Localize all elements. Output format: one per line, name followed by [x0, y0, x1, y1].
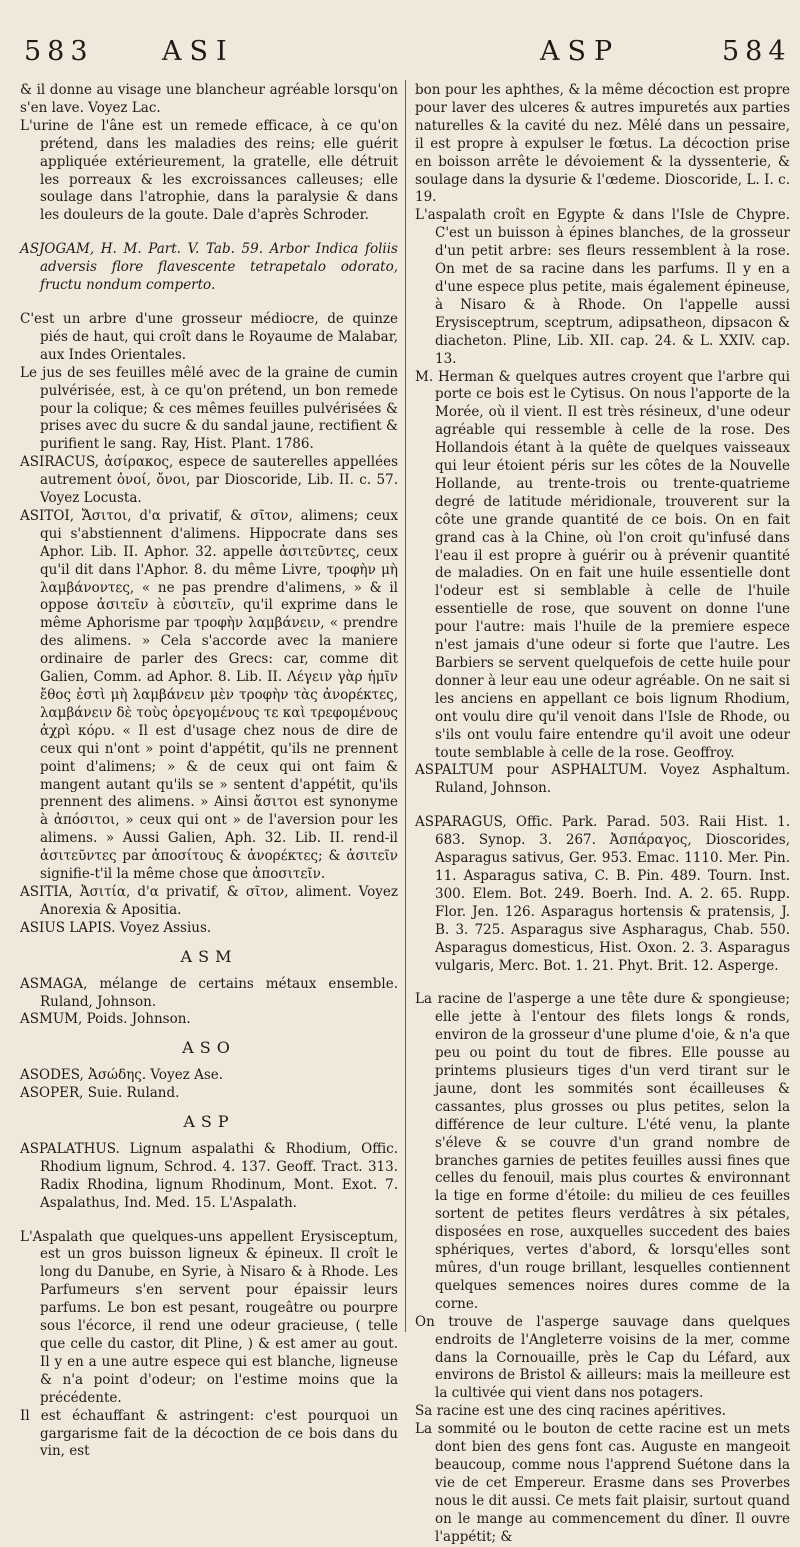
column-divider: [405, 80, 406, 1332]
paragraph: La racine de l'asperge a une tête dure & spongieuse; elle jette à l'entour des filets longs & ronds, environ de la grosseur d'une plume d'oie, & n'a que peu ou point du tout de fibres. Elle pousse au printems plusieurs tiges d'un verd tirant sur le jaune, dont les sommités sont écailleuses & cassantes, plus grosses ou plus petites, selon la différence de leur culture. L'été venu, la plante s'éleve & se couvre d'un grand nombre de branches garnies de petites feuilles aussi fines que celles du fenouil, mais plus courtes & environnant la tige en forme d'étoile: du milieu de ces feuilles sortent de petites fleurs verdâtres à six pétales, disposées en rose, auxquelles succedent des baies sphériques, vertes d'abord, & lorsqu'elles sont mûres, d'un rouge brillant, lesquelles contiennent quelques semences noires dures comme de la corne.: [415, 991, 790, 1312]
section-heading-asp: ASP: [183, 1112, 235, 1132]
continued-text: bon pour les aphthes, & la même décoction est propre pour laver des ulceres & autres impuretés aux parties naturelles & la cavité du nez. Mêlé dans un pessaire, il est propre à expulser le fœtus. La décoction prise en boisson arrête le dévoiement & la dyssenterie, & soulage dans la dysurie & l'œdeme. Dioscoride, L. I. c. 19.: [415, 82, 790, 206]
paragraph: L'Aspalath que quelques-uns appellent Erysisceptum, est un gros buisson ligneux & épineux. Il croît le long du Danube, en Syrie, à Nisaro & à Rhode. Les Parfumeurs s'en servent pour épaissir leurs parfums. Le bon est pesant, rougeâtre ou pourpre sous l'écorce, il rend une odeur gracieuse, ( telle que celle du castor, dit Pline, ) & est amer au gout. Il y en a une autre espece qui est blanche, ligneuse & n'a point d'odeur; on l'estime moins que la précédente.: [20, 1228, 398, 1406]
entry-asjogam: ASJOGAM, H. M. Part. V. Tab. 59. Arbor Indica foliis adversis flore flavescente tetrapetalo odorato, fructu nondum comperto.: [20, 241, 398, 294]
entry-asitia: ASITIA, Ἀσιτία, d'α privatif, & σῖτον, aliment. Voyez Anorexia & Apositia.: [20, 883, 398, 918]
entry-asitoi: ASITOI, Ἄσιτοι, d'α privatif, & σῖτον, alimens; ceux qui s'abstiennent d'alimens. Hippocrate dans ses Aphor. Lib. II. Aphor. 32. appelle ἀσιτεῦντες, ceux qu'il dit dans l'Aphor. 8. du même Livre, τροφὴν μὴ λαμβάνοντες, « ne pas prendre d'alimens, » & il oppose ἀσιτεῖν à εὐσιτεῖν, qu'il exprime dans le même Aphorisme par τροφὴν λαμβάνειν, « prendre des alimens. » Cela s'accorde avec la maniere ordinaire de parler des Grecs: car, comme dit Galien, Comm. ad Aphor. 8. Lib. II. Λέγειν γὰρ ἡμῖν ἔθος ἐστὶ μὴ λαμβάνειν μὲν τροφὴν τὰς ἀνορέκτες, λαμβάνειν δὲ τοὺς ὀρεγομένους τε καὶ τρεφομένους ἀχρὶ κόρυ. « Il est d'usage chez nous de dire de ceux qui n'ont » point d'appétit, qu'ils ne prennent point d'alimens; » & de ceux qui ont faim & mangent autant qu'ils se » sentent d'appétit, qu'ils prennent des alimens. » Ainsi ἄσιτοι est synonyme à ἀπόσιτοι, » ceux qui ont » de l'aversion pour les alimens. » Aussi Galien, Aph. 32. Lib. II. rend-il ἀσιτεῦντες par ἀποσίτους & ἀνορέκτες; & ἀσιτεῖν signifie-t'il la même chose que ἀποσιτεῖν.: [20, 507, 398, 883]
paragraph: M. Herman & quelques autres croyent que l'arbre qui porte ce bois est le Cytisus. On nous l'apporte de la Morée, où il vient. Il est très résineux, d'une odeur agréable qui ressemble à celle de la rose. Des Hollandois étant à la quête de quelques vaisseaux qui leur étoient péris sur les côtes de la Nouvelle Hollande, au trente-trois ou trente-quatrieme degré de latitude méridionale, trouverent sur la côte une grande quantité de ce bois. On en fait grand cas à la Chine, où l'on croit qu'infusé dans l'eau il est propre à guérir ou à prévenir quantité de maladies. On en fait une huile essentielle dont l'odeur est si semblable à celle de l'huile essentielle de rose, que souvent on donne l'une pour l'autre: mais l'huile de la premiere espece n'est jamais d'une odeur si forte que l'autre. Les Barbiers se servent quelquefois de cette huile pour donner à leur eau une odeur agréable. On ne sait si les anciens en appellant ce bois lignum Rhodium, ont voulu dire qu'il venoit dans l'Isle de Rhode, ou s'ils ont voulu faire entendre qu'il avoit une odeur toute semblable à celle de la rose. Geoffroy.: [415, 368, 790, 761]
entry-asius-lapis: ASIUS LAPIS. Voyez Assius.: [20, 919, 212, 936]
paragraph: Le jus de ses feuilles mêlé avec de la graine de cumin pulvérisée, est, à ce qu'on prétend, un bon remede pour la colique; & ces mêmes feuilles pulvérisées & prises avec du sucre & du sandal jaune, rectifient & purifient le sang. Ray, Hist. Plant. 1786.: [20, 364, 398, 453]
entry-aspaltum: ASPALTUM pour ASPHALTUM. Voyez Asphaltum. Ruland, Johnson.: [415, 762, 790, 797]
paragraph: On trouve de l'asperge sauvage dans quelques endroits de l'Angleterre voisins de la mer, comme dans la Cornouaille, près le Cap du Léfard, aux environs de Bristol & ailleurs: mais la meilleure est la cultivée qui vient dans nos potagers.: [415, 1313, 790, 1402]
section-heading-aso: ASO: [182, 1038, 236, 1058]
left-column: [20, 82, 398, 1461]
entry-asoper: ASOPER, Suie. Ruland.: [20, 1085, 180, 1102]
paragraph: Il est échauffant & astringent: c'est pourquoi un gargarisme fait de la décoction de ce bois dans du vin, est: [20, 1407, 398, 1460]
entry-asmaga: ASMAGA, mélange de certains métaux ensemble. Ruland, Johnson.: [20, 975, 398, 1010]
entry-asodes: ASODES, Ἀσώδης. Voyez Ase.: [20, 1067, 224, 1084]
paragraph: La sommité ou le bouton de cette racine est un mets dont bien des gens font cas. Auguste en mangeoit beaucoup, comme nous l'apprend Suétone dans la vie de cet Empereur. Erasme dans ses Proverbes nous le dit aussi. Ce mets fait plaisir, surtout quand on le mange au commencement du dîner. Il ouvre l'appétit; &: [415, 1421, 790, 1545]
entry-asiracus: ASIRACUS, ἀσίρακος, espece de sauterelles appellées autrement ὀνοί, ὄνοι, par Dioscoride, Lib. II. c. 57. Voyez Locusta.: [20, 454, 398, 507]
page-number-right: 584: [722, 36, 792, 67]
running-head-left: ASI: [162, 36, 235, 67]
paragraph: C'est un arbre d'une grosseur médiocre, de quinze piés de haut, qui croît dans le Royaume de Malabar, aux Indes Orientales.: [20, 310, 398, 363]
entry-asparagus: ASPARAGUS, Offic. Park. Parad. 503. Raii Hist. 1. 683. Synop. 3. 267. Ἀσπάραγος, Dioscorides, Asparagus sativus, Ger. 953. Emac. 1110. Mer. Pin. 11. Asparagus sativa, C. B. Pin. 489. Tourn. Inst. 300. Elem. Bot. 249. Boerh. Ind. A. 2. 65. Rupp. Flor. Jen. 126. Asparagus hortensis & pratensis, J. B. 3. 725. Asparagus sive Aspharagus, Chab. 550. Asparagus domesticus, Hist. Oxon. 2. 3. Asparagus vulgaris, Merc. Bot. 1. 21. Phyt. Brit. 12. Asperge.: [415, 814, 790, 974]
entry-aspalathus: ASPALATHUS. Lignum aspalathi & Rhodium, Offic. Rhodium lignum, Schrod. 4. 137. Geoff. Tract. 313. Radix Rhodina, lignum Rhodinum, Mont. Exot. 7. Aspalathus, Ind. Med. 15. L'Aspalath.: [20, 1140, 398, 1211]
continued-text: & il donne au visage une blancheur agréable lorsqu'on s'en lave. Voyez Lac.: [20, 82, 398, 116]
entry-asmum: ASMUM, Poids. Johnson.: [20, 1011, 191, 1028]
right-column: [415, 82, 790, 1547]
paragraph: L'urine de l'âne est un remede efficace, à ce qu'on prétend, dans les maladies des reins; elle guérit appliquée extérieurement, la gratelle, elle détruit les porreaux & les excroissances calleuses; elle soulage dans l'atrophie, dans la paralysie & dans les douleurs de la goute. Dale d'après Schroder.: [20, 117, 398, 224]
page-number-left: 583: [24, 36, 94, 67]
paragraph: L'aspalath croît en Egypte & dans l'Isle de Chypre. C'est un buisson à épines blanches, de la grosseur d'un petit arbre: ses fleurs ressemblent à la rose. On met de sa racine dans les parfums. Il y en a d'une espece plus petite, mais également épineuse, à Nisaro & à Rhode. On l'appelle aussi Erysisceptrum, sceptrum, adipsatheon, dipsacon & diacheton. Pline, Lib. XII. cap. 24. & L. XXIV. cap. 13.: [415, 207, 790, 367]
running-head-right: ASP: [540, 36, 621, 67]
section-heading-asm: ASM: [180, 946, 238, 966]
paragraph: Sa racine est une des cinq racines apéritives.: [415, 1403, 726, 1420]
